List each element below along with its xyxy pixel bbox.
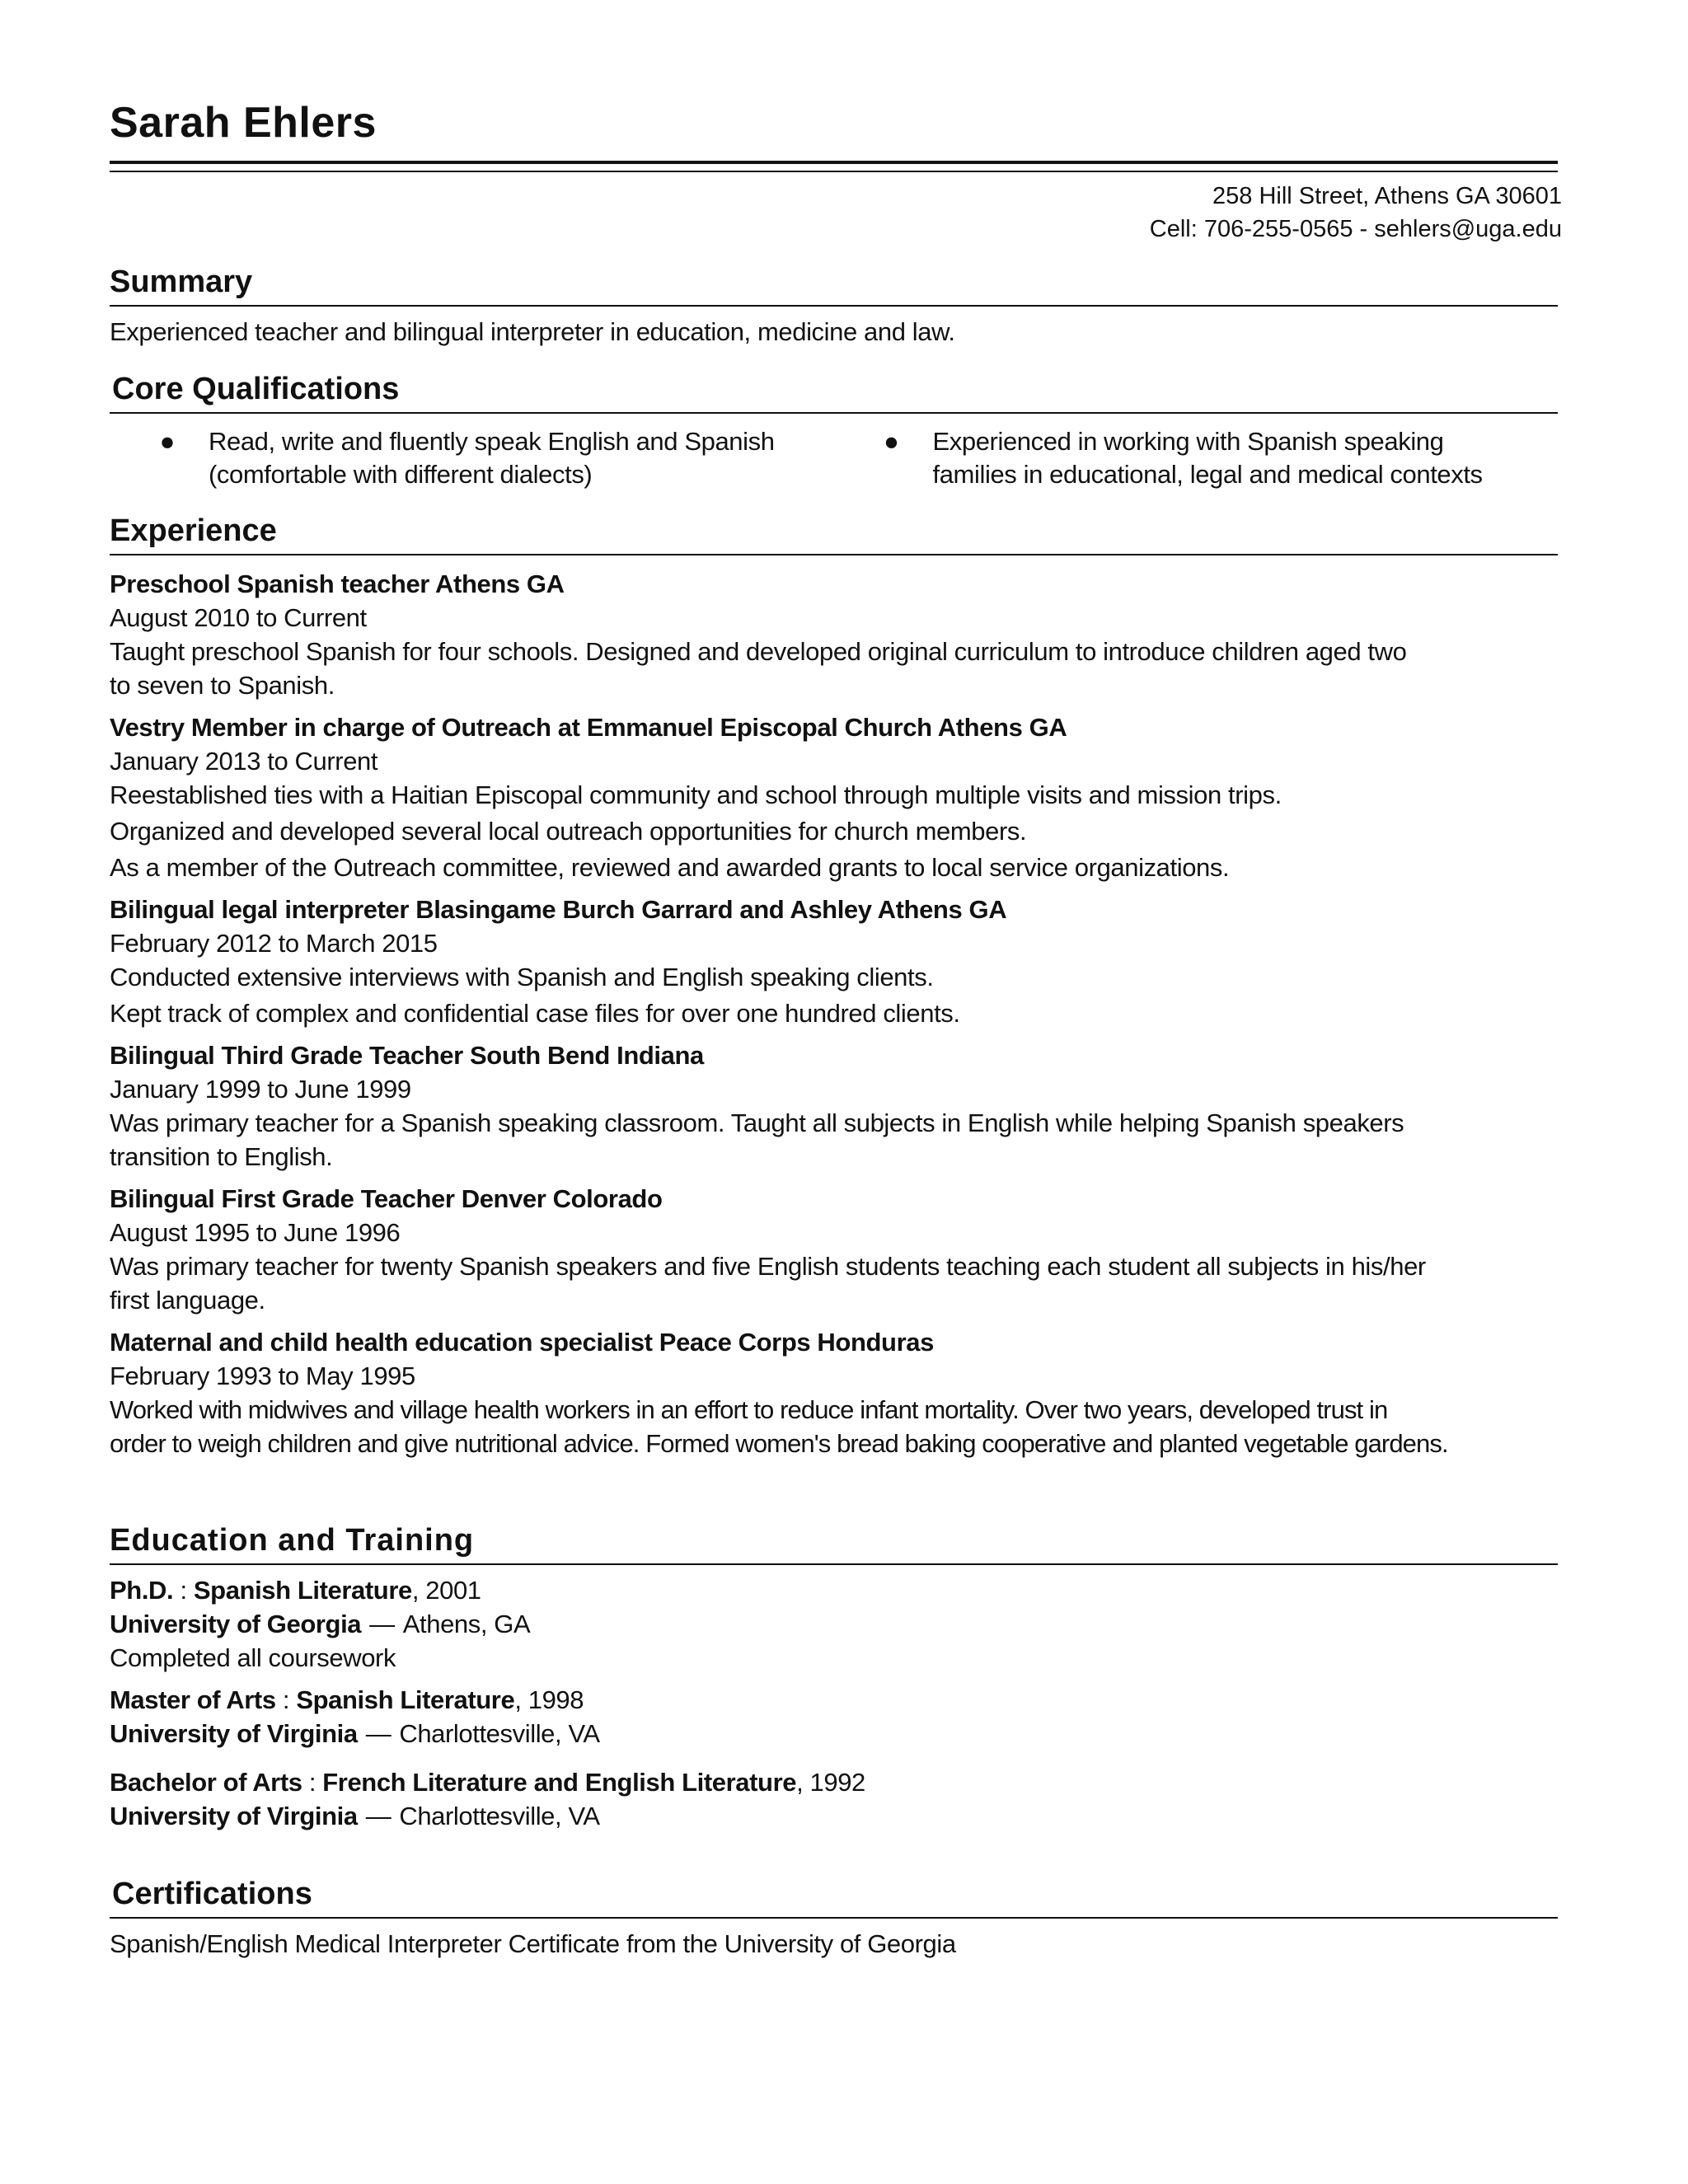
degree-line: [110, 1573, 1558, 1607]
education-entry: [110, 1573, 1558, 1675]
job-dates: January 2013 to Current: [110, 747, 378, 776]
job-dates: January 1999 to June 1999: [110, 1075, 411, 1104]
bullet-icon: ●: [159, 427, 176, 456]
header-rule-top: [110, 161, 1558, 164]
field: Spanish Literature: [296, 1685, 515, 1714]
job-dates: August 1995 to June 1996: [110, 1218, 401, 1247]
job-description: Worked with midwives and village health workers in an effort to reduce infant mortality. Over two years, developed trust in: [110, 1395, 1388, 1424]
education-title: Education and Training: [110, 1521, 1558, 1565]
header-rule-bottom: [110, 171, 1558, 172]
summary-title: Summary: [110, 262, 1558, 307]
job-title: Bilingual First Grade Teacher Denver Colorado: [110, 1184, 663, 1213]
degree: Master of Arts: [110, 1685, 276, 1714]
school: University of Virginia: [110, 1719, 358, 1748]
job-description: to seven to Spanish.: [110, 671, 335, 700]
summary-section: [110, 262, 1558, 349]
job-entry: [110, 1325, 1558, 1460]
qualifications-title: Core Qualifications: [110, 369, 1558, 414]
qualification-item: [834, 425, 1559, 491]
job-description: As a member of the Outreach committee, reviewed and awarded grants to local service organizations.: [110, 853, 1230, 882]
contact-block: [1150, 180, 1562, 246]
certifications-title: Certifications: [110, 1874, 1558, 1919]
qualifications-list: [110, 425, 1558, 491]
job-entry: [110, 567, 1558, 702]
job-title: Vestry Member in charge of Outreach at Emmanuel Episcopal Church Athens GA: [110, 713, 1067, 742]
education-entry: [110, 1683, 1558, 1750]
education-entry: [110, 1765, 1558, 1833]
degree-separator: :: [173, 1576, 194, 1605]
job-description: Taught preschool Spanish for four schools. Designed and developed original curriculum to introduce children aged two: [110, 637, 1407, 666]
dash: —: [365, 1802, 392, 1830]
address: 258 Hill Street, Athens GA 30601: [1212, 183, 1562, 209]
qualification-line: Experienced in working with Spanish speaking: [932, 427, 1444, 456]
job-title: Bilingual Third Grade Teacher South Bend Indiana: [110, 1041, 704, 1070]
job-entry: [110, 1182, 1558, 1317]
location: Charlottesville, VA: [399, 1802, 600, 1830]
job-entry: [110, 1038, 1558, 1174]
job-entry: [110, 710, 1558, 884]
job-description: Was primary teacher for twenty Spanish speakers and five English students teaching each student all subjects in his/her: [110, 1252, 1426, 1281]
dash: —: [369, 1610, 395, 1638]
qualification-line: Read, write and fluently speak English and Spanish: [209, 427, 775, 456]
field: Spanish Literature: [193, 1576, 412, 1605]
job-description: Kept track of complex and confidential case files for over one hundred clients.: [110, 999, 960, 1028]
candidate-name: Sarah Ehlers: [110, 99, 377, 147]
qualification-text: [192, 425, 808, 491]
education-note: Completed all coursework: [110, 1643, 396, 1672]
job-description: Was primary teacher for a Spanish speaking classroom. Taught all subjects in English while helping Spanish speakers: [110, 1108, 1404, 1137]
qualification-line: (comfortable with different dialects): [209, 460, 593, 489]
bullet-icon: ●: [884, 427, 899, 456]
school: University of Georgia: [110, 1610, 362, 1638]
year: , 1992: [796, 1768, 865, 1797]
school-line: [110, 1607, 1558, 1641]
qualification-item: [110, 425, 834, 491]
degree: Bachelor of Arts: [110, 1768, 302, 1797]
job-description: Conducted extensive interviews with Spanish and English speaking clients.: [110, 963, 934, 991]
school-line: [110, 1717, 1558, 1750]
job-title: Maternal and child health education specialist Peace Corps Honduras: [110, 1328, 934, 1357]
experience-title: Experience: [110, 511, 1558, 555]
certification-text: Spanish/English Medical Interpreter Certificate from the University of Georgia: [110, 1929, 956, 1958]
job-description: Reestablished ties with a Haitian Episcopal community and school through multiple visits and mission trips.: [110, 780, 1282, 809]
job-dates: February 1993 to May 1995: [110, 1361, 415, 1390]
qualifications-section: [110, 369, 1558, 491]
job-description: first language.: [110, 1286, 265, 1315]
school: University of Virginia: [110, 1802, 358, 1830]
certifications-section: [110, 1874, 1558, 1961]
location: Charlottesville, VA: [399, 1719, 600, 1748]
job-description: Organized and developed several local outreach opportunities for church members.: [110, 817, 1027, 846]
experience-section: [110, 511, 1558, 1460]
education-section: [110, 1521, 1558, 1833]
qualification-line: families in educational, legal and medical contexts: [932, 460, 1483, 489]
job-description: order to weigh children and give nutritional advice. Formed women's bread baking cooperative and planted vegetable gardens.: [110, 1429, 1448, 1458]
year: , 2001: [411, 1576, 481, 1605]
job-description: transition to English.: [110, 1142, 333, 1171]
summary-text: Experienced teacher and bilingual interpreter in education, medicine and law.: [110, 317, 955, 346]
job-dates: February 2012 to March 2015: [110, 929, 438, 958]
field: French Literature and English Literature: [322, 1768, 797, 1797]
job-title: Bilingual legal interpreter Blasingame Burch Garrard and Ashley Athens GA: [110, 895, 1007, 924]
job-dates: August 2010 to Current: [110, 603, 367, 632]
degree-line: [110, 1683, 1558, 1717]
school-line: [110, 1799, 1558, 1833]
degree-line: [110, 1765, 1558, 1799]
location: Athens, GA: [402, 1610, 531, 1638]
job-entry: [110, 893, 1558, 1030]
year: , 1998: [514, 1685, 584, 1714]
degree-separator: :: [302, 1768, 323, 1797]
qualification-text: [917, 425, 1516, 491]
job-title: Preschool Spanish teacher Athens GA: [110, 569, 565, 598]
degree-separator: :: [275, 1685, 297, 1714]
phone-email: Cell: 706-255-0565 - sehlers@uga.edu: [1149, 216, 1562, 242]
degree: Ph.D.: [110, 1576, 174, 1605]
dash: —: [365, 1719, 392, 1748]
